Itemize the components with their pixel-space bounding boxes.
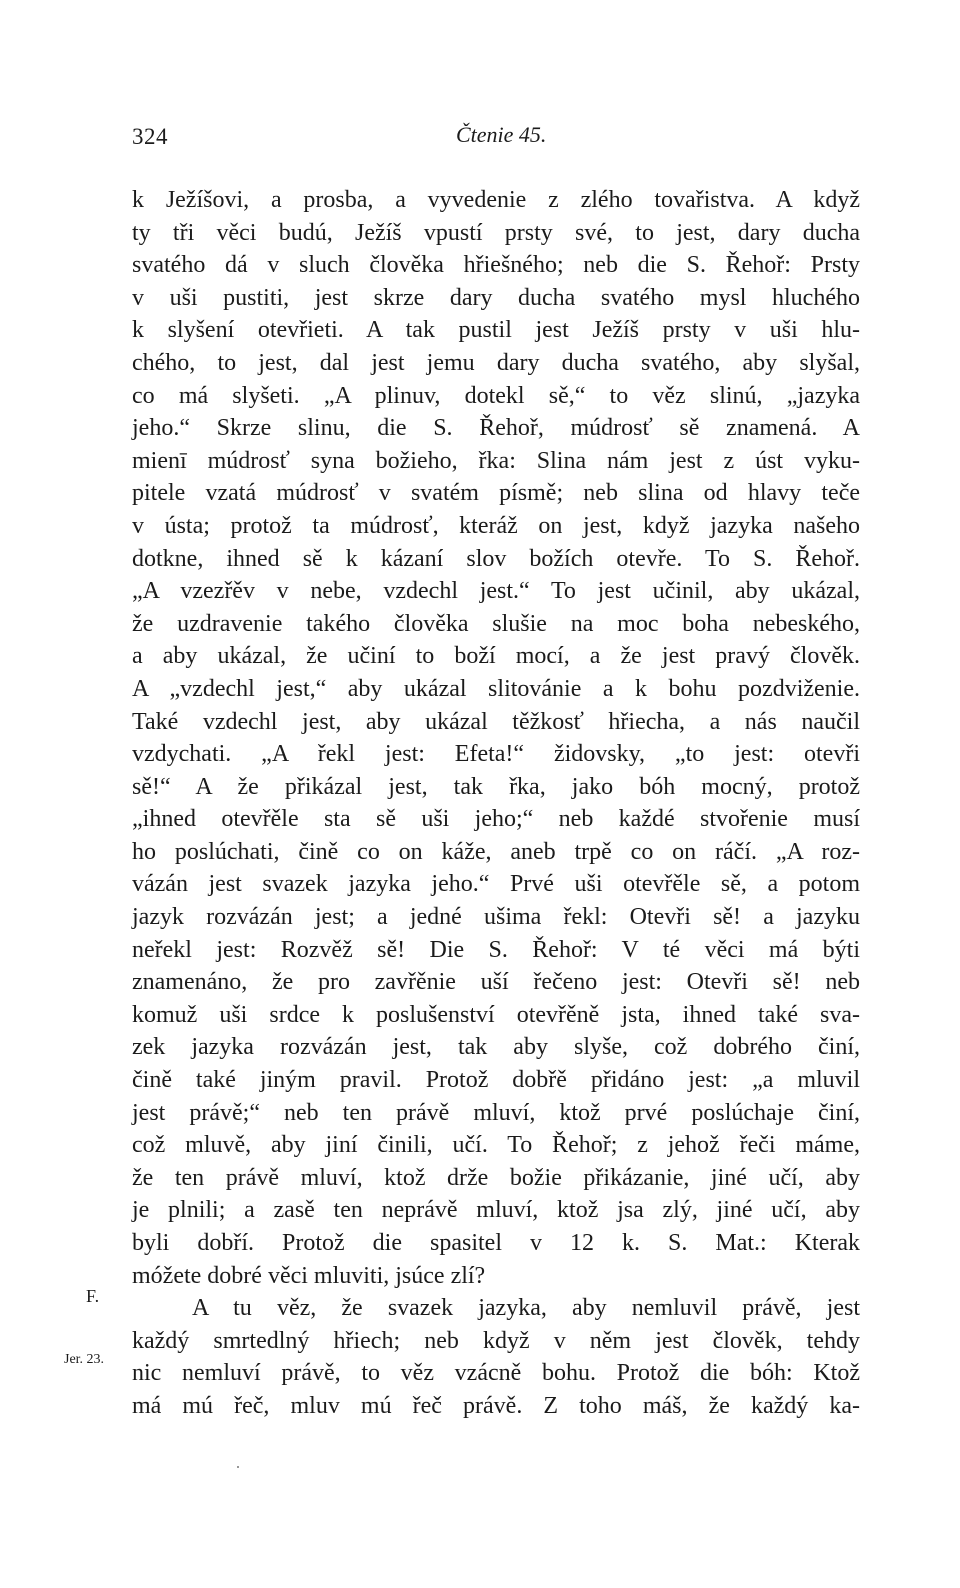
text-line: zek jazyka rozvázán jest, tak aby slyše, což dobrého činí, bbox=[132, 1034, 860, 1061]
text-line: svatého dá v sluch člověka hřiešného; neb die S. Řehoř: Prsty bbox=[132, 252, 860, 279]
margin-scripture-reference: Jer. 23. bbox=[64, 1352, 105, 1367]
text-line: byli dobří. Protož die spasitel v 12 k. S. Mat.: Kterak bbox=[132, 1230, 860, 1256]
text-line: jazyk rozvázán jest; a jedné ušima řekl: Otevři sě! a jazyku bbox=[132, 904, 860, 931]
text-line: je plnili; a zasě ten neprávě mluví, ktož jsa zlý, jiné učí, aby bbox=[132, 1197, 860, 1224]
running-title: Čtenie 45. bbox=[456, 122, 547, 147]
text-line: vzdychati. „A řekl jest: Efeta!“ židovsky, „to jest: otevři bbox=[132, 741, 860, 768]
text-line: v ústa; protož ta múdrosť, kteráž on jest, když jazyka našeho bbox=[132, 512, 860, 539]
text-line: vázán jest svazek jazyka jeho.“ Prvé uši otevřěle sě, a potom bbox=[132, 871, 860, 898]
text-line: má mú řeč, mluv mú řeč právě. Z toho máš, že každý ka- bbox=[132, 1392, 860, 1419]
text-line: Také vzdechl jest, aby ukázal těžkosť hřiecha, a nás naučil bbox=[132, 708, 860, 735]
body-text bbox=[132, 184, 860, 1423]
text-line: móžete dobré věci mluviti, jsúce zlí? bbox=[132, 1262, 486, 1289]
text-line: A „vzdechl jest,“ aby ukázal slitovánie a k bohu pozdviženie. bbox=[132, 675, 860, 702]
text-line: dotkne, ihned sě k kázaní slov božích otevře. To S. Řehoř. bbox=[132, 545, 860, 572]
text-line: k slyšení otevřieti. A tak pustil jest Ježíš prsty v uši hlu- bbox=[132, 317, 860, 344]
text-line: sě!“ A že přikázal jest, tak řka, jako bóh mocný, protož bbox=[132, 773, 860, 800]
text-line: nic nemluví právě, to věz vzácně bohu. Protož die bóh: Ktož bbox=[132, 1360, 860, 1387]
text-line: mienī múdrosť syna božieho, řka: Slina nám jest z úst vyku- bbox=[132, 447, 860, 474]
text-line: komuž uši srdce k poslušenství otevřěně jsta, ihned také sva- bbox=[132, 1001, 860, 1028]
text-line: „A vzezřěv v nebe, vzdechl jest.“ To jest učinil, aby ukázal, bbox=[132, 578, 860, 605]
text-line: a aby ukázal, že učiní to boží mocí, a že jest pravý člověk. bbox=[132, 643, 860, 670]
text-line: jeho.“ Skrze slinu, die S. Řehoř, múdrosť sě znamená. A bbox=[132, 415, 860, 442]
text-line: každý smrtedlný hřiech; neb když v něm jest člověk, tehdy bbox=[132, 1327, 860, 1354]
text-line: A tu věz, že svazek jazyka, aby nemluvil právě, jest bbox=[192, 1295, 860, 1322]
text-line: čině také jiným pravil. Protož dobřě přidáno jest: „a mluvil bbox=[132, 1067, 860, 1094]
paper-speck bbox=[237, 1466, 239, 1468]
margin-section-letter: F. bbox=[86, 1286, 100, 1306]
text-line: znamenáno, že pro zavřěnie uší řečeno jest: Otevři sě! neb bbox=[132, 969, 860, 996]
text-line: pitele vzatá múdrosť v svatém písmě; neb slina od hlavy teče bbox=[132, 480, 860, 507]
text-line: neřekl jest: Rozvěž sě! Die S. Řehoř: V té věci má býti bbox=[132, 936, 860, 963]
page-number: 324 bbox=[132, 124, 168, 149]
text-line: k Ježíšovi, a prosba, a vyvedenie z zlého tovařistva. A když bbox=[132, 187, 860, 213]
text-line: chého, to jest, dal jest jemu dary ducha svatého, aby slyšal, bbox=[132, 349, 860, 376]
text-line: ty tři věci budú, Ježíš vpustí prsty své, to jest, dary ducha bbox=[132, 219, 860, 246]
text-line: což mluvě, aby jiní činili, učí. To Řehoř; z jehož řeči máme, bbox=[132, 1132, 860, 1159]
page-header bbox=[0, 118, 960, 158]
text-line: že ten právě mluví, ktož drže božie přikázanie, jiné učí, aby bbox=[132, 1164, 860, 1191]
text-line: jest právě;“ neb ten právě mluví, ktož prvé poslúchaje činí, bbox=[132, 1099, 860, 1126]
text-line: že uzdravenie takého člověka slušie na moc boha nebeského, bbox=[132, 610, 860, 637]
text-line: co má slyšeti. „A plinuv, dotekl sě,“ to věz slinú, „jazyka bbox=[132, 382, 860, 409]
text-line: ho poslúchati, čině co on káže, aneb trpě co on ráčí. „A roz- bbox=[132, 838, 860, 865]
text-line: v uši pustiti, jest skrze dary ducha svatého mysl hluchého bbox=[132, 284, 860, 311]
text-line: „ihned otevřěle sta sě uši jeho;“ neb každé stvořenie musí bbox=[132, 806, 860, 833]
